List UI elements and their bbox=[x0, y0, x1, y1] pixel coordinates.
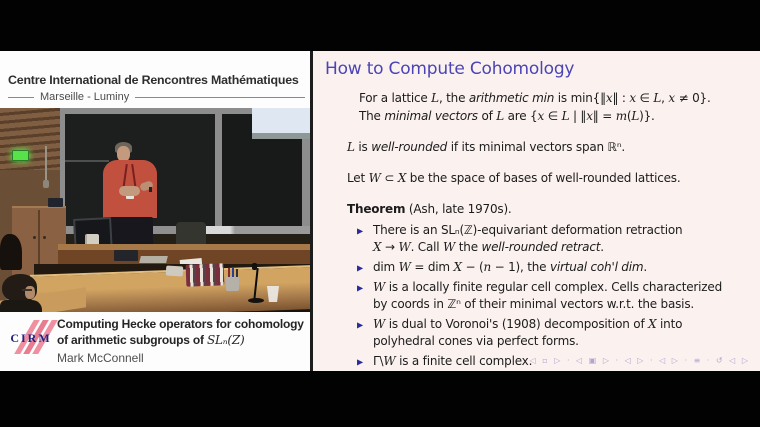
subtitle-rule-left bbox=[8, 97, 34, 98]
keyboard bbox=[139, 256, 168, 263]
wristwatch bbox=[149, 187, 152, 192]
slide-text-line: polyhedral cones via perfect forms. bbox=[373, 334, 579, 348]
pen bbox=[232, 267, 234, 277]
institution-subtitle-row bbox=[0, 91, 305, 103]
slide-text-line: by coords in ℤⁿ of their minimal vectors w.r.t. the basis. bbox=[373, 297, 694, 311]
hanging-mic-cord bbox=[45, 146, 47, 182]
audience-face bbox=[25, 286, 35, 299]
table-mic-base bbox=[248, 298, 264, 303]
theorem-bullet-list bbox=[313, 222, 760, 370]
desk-items bbox=[166, 266, 184, 277]
exit-sign bbox=[12, 150, 29, 161]
slide-title: How to Compute Cohomology bbox=[325, 59, 575, 79]
bullet-triangle-icon: ▶ bbox=[357, 283, 363, 293]
talk-info-band bbox=[0, 312, 310, 371]
subtitle-rule-right bbox=[135, 97, 305, 98]
audience-glasses bbox=[22, 289, 32, 291]
bullet-item bbox=[357, 279, 760, 313]
top-letterbox-bar bbox=[0, 0, 760, 51]
lecture-video-still bbox=[0, 108, 310, 312]
slide-text-line: X → W. Call W the well-rounded retract. bbox=[373, 240, 604, 254]
slide-text-line: There is an SLₙ(ℤ)-equivariant deformation retraction bbox=[373, 223, 683, 237]
talk-title-line1: Computing Hecke operators for cohomology bbox=[57, 317, 304, 331]
slide-text-line: W is dual to Voronoi's (1908) decomposition of X into bbox=[373, 317, 683, 331]
institution-subtitle: Marseille - Luminy bbox=[40, 91, 130, 103]
slide-text-line: dim W = dim X − (n − 1), the virtual coh'l dim. bbox=[373, 260, 647, 274]
cabinet-handle bbox=[33, 236, 36, 239]
pen-cup bbox=[226, 276, 239, 291]
bullet-triangle-icon: ▶ bbox=[357, 226, 363, 236]
dark-bag bbox=[0, 234, 22, 270]
bottom-letterbox-bar bbox=[0, 371, 760, 427]
audience-shoulder bbox=[0, 300, 42, 312]
bullet-triangle-icon: ▶ bbox=[357, 357, 363, 367]
projection-screen bbox=[252, 108, 310, 133]
logo-letters: CIRM bbox=[10, 331, 52, 345]
beamer-navigation-icons: ◁ ▫ ▷ · ◁ ▣ ▷ · ◁ ▷ · ◁ ▷ · ≡ · ↺ ◁ ▷ bbox=[529, 356, 750, 365]
slide-text-line: Let W ⊂ X be the space of bases of well-rounded lattices. bbox=[347, 171, 681, 185]
talk-info bbox=[57, 316, 307, 366]
theorem-heading: Theorem (Ash, late 1970s). bbox=[347, 202, 512, 216]
pen bbox=[236, 269, 238, 277]
hanging-mic bbox=[43, 180, 49, 188]
slide-text-line: W is a locally finite regular cell complex. Cells characterized bbox=[373, 280, 722, 294]
speaker-name: Mark McConnell bbox=[57, 351, 144, 365]
talk-title-line2: of arithmetic subgroups of SLₙ(Z) bbox=[57, 333, 245, 347]
pen bbox=[228, 268, 230, 277]
slide-panel bbox=[310, 51, 760, 371]
slide-text-line: The minimal vectors of L are {x ∈ L | ‖x‖ = m(L)}. bbox=[359, 109, 655, 123]
bullet-triangle-icon: ▶ bbox=[357, 263, 363, 273]
bullet-item bbox=[357, 259, 760, 276]
book-stack bbox=[186, 263, 225, 286]
bullet-item bbox=[357, 222, 760, 256]
slide-text-line: L is well-rounded if its minimal vectors span ℝⁿ. bbox=[347, 140, 626, 154]
institution-title: Centre International de Rencontres Mathématiques bbox=[8, 73, 299, 87]
blackboard-seam bbox=[65, 160, 109, 162]
laptop bbox=[114, 250, 138, 261]
cirm-logo bbox=[8, 318, 54, 358]
bullet-triangle-icon: ▶ bbox=[357, 320, 363, 330]
slide-body bbox=[313, 89, 760, 370]
cabinet-device bbox=[48, 198, 63, 207]
bullet-item bbox=[357, 316, 760, 350]
plastic-cup bbox=[267, 286, 279, 302]
cabinet-handle bbox=[43, 236, 46, 239]
slide-text-line: For a lattice L, the arithmetic min is min{‖x‖ : x ∈ L, x ≠ 0}. bbox=[359, 91, 711, 105]
lecturer-hands bbox=[119, 186, 140, 196]
cirm-header-band bbox=[0, 51, 310, 108]
slide-text-line: Γ\W is a finite cell complex. bbox=[373, 354, 533, 368]
table-mic-head bbox=[252, 263, 257, 270]
projection-screen-edge bbox=[252, 133, 310, 139]
